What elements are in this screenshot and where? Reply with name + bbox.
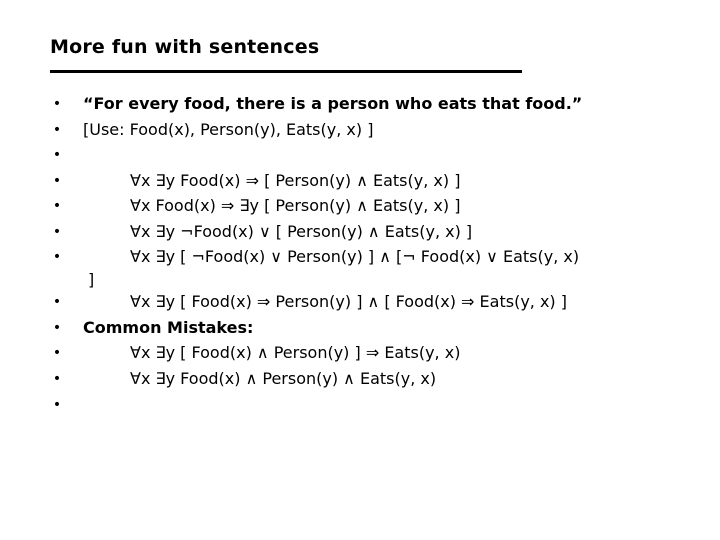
bullet-marker: • (52, 147, 62, 163)
mistake-formula: ∀x ∃y Food(x) ∧ Person(y) ∧ Eats(y, x) (130, 369, 437, 388)
bullet-marker: • (52, 294, 62, 310)
formula-line: ∀x ∃y ¬Food(x) ∨ [ Person(y) ∧ Eats(y, x) ] (130, 222, 473, 241)
formula-line: ∀x ∃y Food(x) ⇒ [ Person(y) ∧ Eats(y, x) ] (130, 171, 461, 190)
bullet-marker: • (52, 371, 62, 387)
mistakes-heading: Common Mistakes: (83, 318, 254, 337)
bullet-marker: • (52, 249, 62, 265)
english-sentence: “For every food, there is a person who eats that food.” (83, 94, 583, 113)
bullet-marker: • (52, 173, 62, 189)
formula-line: ∀x Food(x) ⇒ ∃y [ Person(y) ∧ Eats(y, x) ] (130, 196, 461, 215)
bullet-marker: • (52, 345, 62, 361)
bullet-marker: • (52, 224, 62, 240)
bullet-marker: • (52, 320, 62, 336)
slide-title: More fun with sentences (50, 36, 320, 58)
formula-continuation: ] (88, 270, 95, 289)
formula-line: ∀x ∃y [ Food(x) ⇒ Person(y) ] ∧ [ Food(x) ⇒ Eats(y, x) ] (130, 292, 567, 311)
formula-line: ∀x ∃y [ ¬Food(x) ∨ Person(y) ] ∧ [¬ Food(x) ∨ Eats(y, x) (130, 247, 580, 266)
bullet-marker: • (52, 96, 62, 112)
mistake-formula: ∀x ∃y [ Food(x) ∧ Person(y) ] ⇒ Eats(y, x) (130, 343, 461, 362)
predicate-legend: [Use: Food(x), Person(y), Eats(y, x) ] (83, 120, 374, 139)
bullet-marker: • (52, 397, 62, 413)
bullet-marker: • (52, 122, 62, 138)
bullet-marker: • (52, 198, 62, 214)
